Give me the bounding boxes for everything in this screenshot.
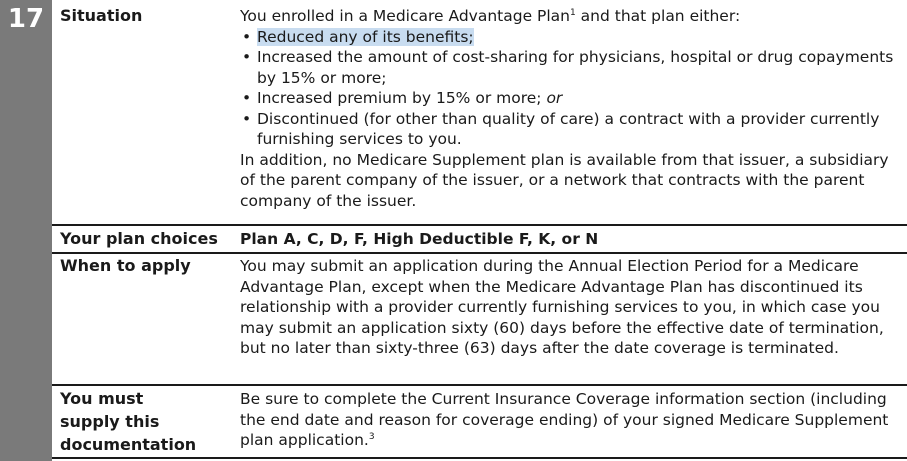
documentation-text: Be sure to complete the Current Insurance Coverage information section (including the end date and reason for coverage ending) of your signed Medicare Supplement plan application.$^3$ [240,390,889,449]
plan-choices-row [52,226,907,252]
situation-bullets [240,27,900,150]
situation-addition: In addition, no Medicare Supplement plan is available from that issuer, a subsidiary of the parent company of the issuer, or a network that contracts with the parent company of the issuer. [240,150,889,210]
plan-choices-value: Plan A, C, D, F, High Deductible F, K, or N [240,230,599,248]
plan-choices-label: Your plan choices [60,229,218,248]
documentation-label: You must supply this documentation [60,389,197,454]
when-to-apply-label: When to apply [60,256,191,275]
situation-label: Situation [60,6,143,25]
when-to-apply-text: You may submit an application during the Annual Election Period for a Medicare Advantage Plan, except when the Medicare Advantage Plan has discontinued its relationship with a provider currently furnishing services to you, in which case you may submit an application sixty (60) days before the effective date of termination, but no later than sixty-three (63) days after the date coverage is terminated. [240,257,884,357]
list-item: • Increased the amount of cost-sharing for physicians, hospital or drug copayments by 15% or more; [240,47,900,88]
when-to-apply-row [52,254,907,384]
list-item: • Discontinued (for other than quality of care) a contract with a provider currently furnishing services to you. [240,109,900,150]
section-number-column [0,0,52,461]
table-bottom-rule [52,457,907,459]
list-item [240,27,900,48]
eligibility-table [52,0,907,461]
section-number: 17 [7,4,45,34]
situation-row [52,0,907,224]
list-item: • Increased premium by 15% or more; or [240,88,900,109]
situation-intro: You enrolled in a Medicare Advantage Plan$^1$ and that plan either: [240,7,741,25]
documentation-row [52,386,907,458]
highlighted-text: Reduced any of its benefits; [257,27,474,46]
situation-content [240,6,900,211]
